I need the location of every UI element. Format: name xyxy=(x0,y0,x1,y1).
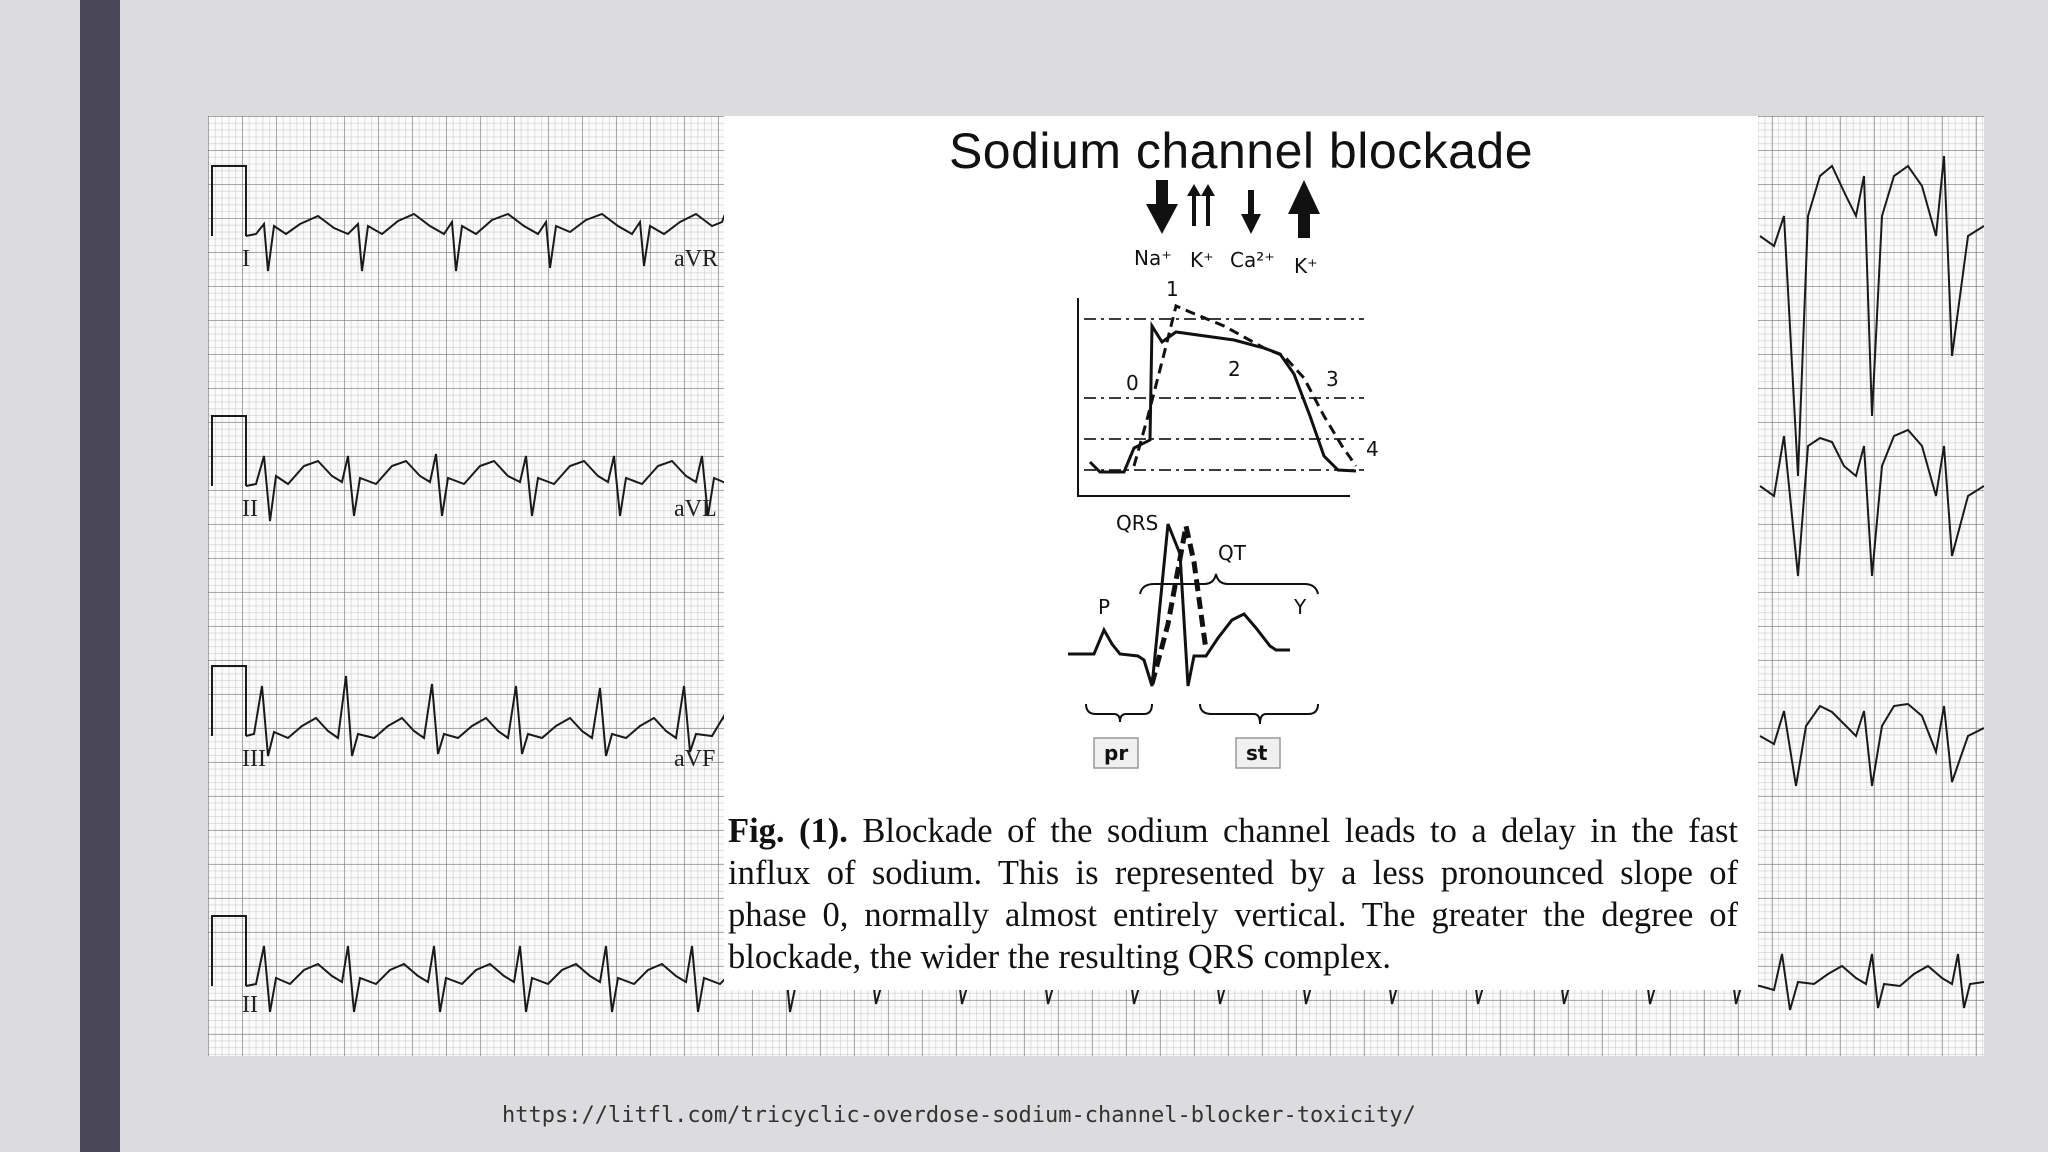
figure-caption xyxy=(728,810,1738,978)
ap-axes xyxy=(1078,298,1350,496)
phase-label-1: 1 xyxy=(1166,277,1179,301)
ion-label-k1: K⁺ xyxy=(1190,248,1214,272)
qt-bracket xyxy=(1140,574,1318,594)
ecg-trace-right-row-1 xyxy=(1760,156,1984,476)
ion-label-na: Na⁺ xyxy=(1134,246,1172,270)
lead-label-aVR: aVR xyxy=(674,246,718,272)
calibration-pulse xyxy=(212,666,246,736)
lead-label-II: II xyxy=(242,496,258,522)
calibration-pulse xyxy=(212,416,246,486)
lead-label-I: I xyxy=(242,246,250,272)
lead-label-II-rhythm: II xyxy=(242,992,258,1018)
k-up-arrow-icon xyxy=(1201,184,1215,226)
k-large-up-arrow-icon xyxy=(1288,180,1320,238)
caption-bold-prefix: Fig. (1). xyxy=(728,812,848,850)
na-down-arrow-icon xyxy=(1146,180,1178,234)
calibration-pulse xyxy=(212,166,246,236)
ecg-trace-row-3 xyxy=(246,676,752,756)
ion-label-ca: Ca²⁺ xyxy=(1230,248,1275,272)
lead-label-aVF: aVF xyxy=(674,746,716,772)
phase-label-2: 2 xyxy=(1228,357,1241,381)
phase-label-4: 4 xyxy=(1366,437,1379,461)
sodium-channel-figure xyxy=(724,116,1758,990)
ecg-label-qt: QT xyxy=(1218,541,1246,565)
blocked-action-potential xyxy=(1134,306,1356,466)
ion-label-k2: K⁺ xyxy=(1294,254,1318,278)
ecg-trace-right-row-2 xyxy=(1760,430,1984,576)
source-url[interactable]: https://litfl.com/tricyclic-overdose-sodium-channel-blocker-toxicity/ xyxy=(502,1103,1416,1128)
lead-label-III: III xyxy=(242,746,266,772)
k-up-arrow-icon xyxy=(1187,184,1201,226)
phase-label-3: 3 xyxy=(1326,367,1339,391)
ecg-label-y: Y xyxy=(1294,595,1307,619)
ecg-label-qrs: QRS xyxy=(1116,511,1159,535)
ecg-label-st: st xyxy=(1246,741,1268,765)
figure-title: Sodium channel blockade xyxy=(948,123,1534,179)
st-bracket xyxy=(1200,704,1318,724)
lead-label-aVL: aVL xyxy=(674,496,717,522)
ecg-trace-right-row-3 xyxy=(1760,704,1984,786)
ca-down-arrow-icon xyxy=(1241,190,1261,234)
ecg-label-pr: pr xyxy=(1104,741,1129,765)
calibration-pulse xyxy=(212,916,246,986)
pr-bracket xyxy=(1086,704,1152,722)
slide-side-bar xyxy=(80,0,120,1152)
ecg-label-p: P xyxy=(1098,595,1111,619)
phase-label-0: 0 xyxy=(1126,371,1139,395)
caption-text: Blockade of the sodium channel leads to a delay in the fast influx of sodium. This is represented by a less pronounced slope of phase 0, normally almost entirely vertical. The greater the degree of blockade, the wider the resulting QRS complex. xyxy=(728,812,1739,976)
